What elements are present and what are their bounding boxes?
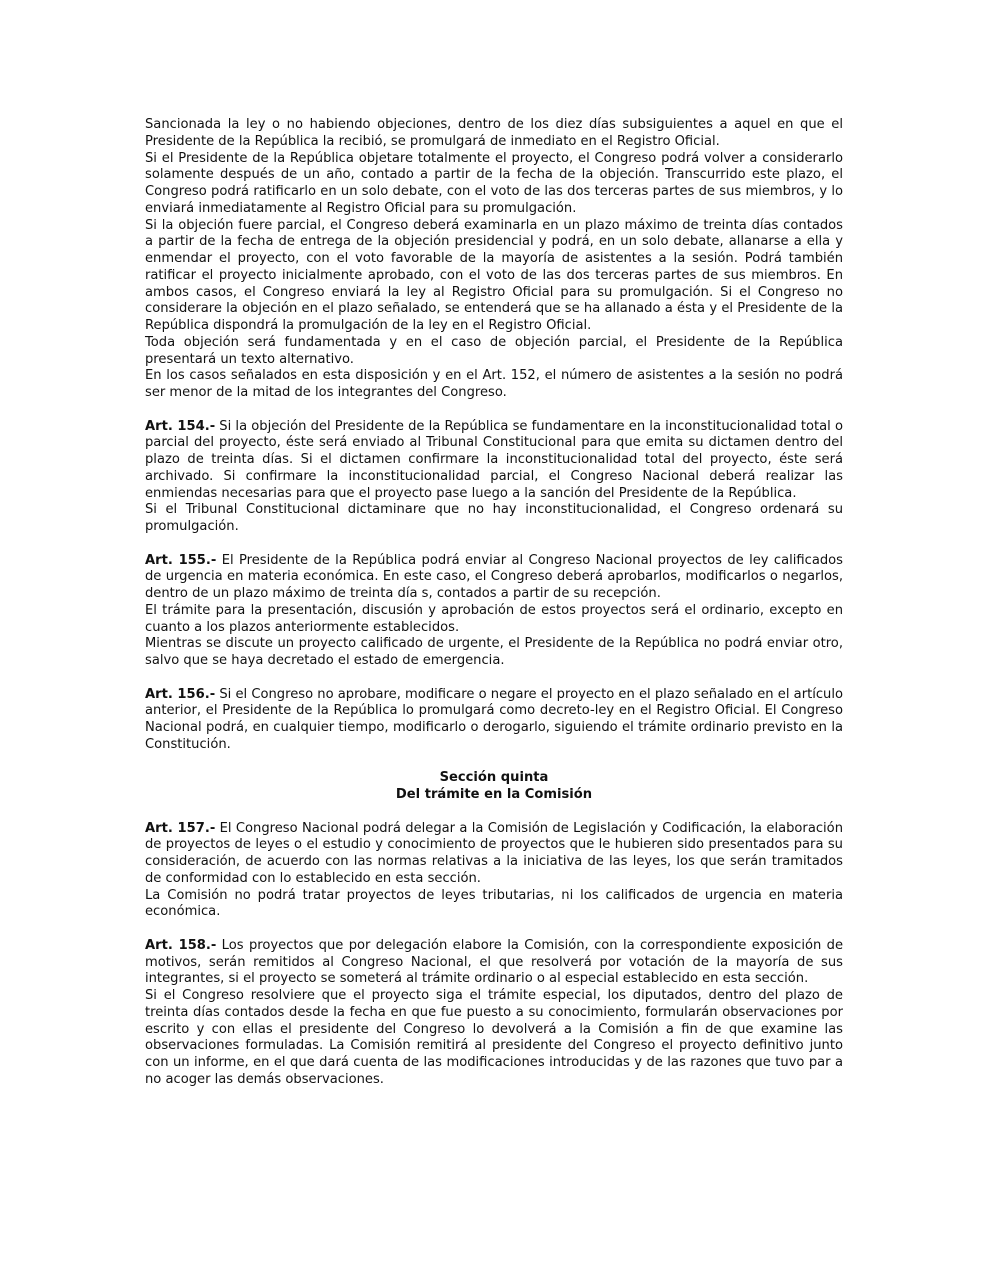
article-158 (145, 938, 843, 1089)
paragraph: Si la objeción fuere parcial, el Congreso deberá examinarla en un plazo máximo de treinta días contados a partir de la fecha de entrega de la objeción presidencial y podrá, en un solo debate, allanarse a ella y enmendar el proyecto, con el voto favorable de la mayoría de asistentes a la sesión. Podrá también ratificar el proyecto inicialmente aprobado, con el voto de las dos terceras partes de sus miembros. En ambos casos, el Congreso enviará la ley al Registro Oficial para su promulgación. Si el Congreso no considerare la objeción en el plazo señalado, se entenderá que se ha allanado a ésta y el Presidente de la República dispondrá la promulgación de la ley en el Registro Oficial. (145, 217, 843, 333)
article-text: Los proyectos que por delegación elabore la Comisión, con la correspondiente exposición de motivos, serán remitidos al Congreso Nacional, el que resolverá por votación de la mayoría de sus integrantes, si el proyecto se someterá al trámite ordinario o al especial establecido en esta sección. (145, 937, 843, 987)
article-label: Art. 154.- (145, 418, 216, 434)
paragraph-gap (145, 804, 843, 821)
paragraph-gap (145, 536, 843, 553)
article-154 (145, 419, 843, 536)
article-text: Si la objeción del Presidente de la República se fundamentare en la inconstitucionalidad total o parcial del proyecto, éste será enviado al Tribunal Constitucional para que emita su dictamen dentro del plazo de treinta días. Si el dictamen confirmare la inconstitucionalidad total del proyecto, éste será archivado. Si confirmare la inconstitucionalidad parcial, el Congreso Nacional deberá realizar las enmiendas necesarias para que el proyecto pase luego a la sanción del Presidente de la República. (145, 418, 843, 501)
article-first-paragraph (145, 687, 843, 754)
article-label: Art. 157.- (145, 820, 216, 836)
intro-block (145, 117, 843, 402)
document-page (145, 117, 843, 1089)
article-text: El Congreso Nacional podrá delegar a la Comisión de Legislación y Codificación, la elaboración de proyectos de leyes o el estudio y conocimiento de proyectos que le hubieren sido presentados para su consideración, de acuerdo con las normas relativas a la iniciativa de las leyes, los que serán tramitados de conformidad con lo establecido en esta sección. (145, 820, 843, 886)
section-title: Sección quinta (439, 770, 549, 786)
section-heading (145, 770, 843, 804)
paragraph-gap (145, 921, 843, 938)
article-156 (145, 687, 843, 754)
paragraph: En los casos señalados en esta disposición y en el Art. 152, el número de asistentes a la sesión no podrá ser menor de la mitad de los integrantes del Congreso. (145, 368, 843, 400)
article-155 (145, 553, 843, 670)
paragraph: Si el Congreso resolviere que el proyecto siga el trámite especial, los diputados, dentro del plazo de treinta días contados desde la fecha en que fue puesto a su conocimiento, formularán observaciones por escrito y con ellas el presidente del Congreso lo devolverá a la Comisión a fin de que examine las observaciones formuladas. La Comisión remitirá al presidente del Congreso el proyecto definitivo junto con un informe, en el que dará cuenta de las modificaciones introducidas y de las razones que tuvo par a no acoger las demás observaciones. (145, 988, 843, 1087)
article-first-paragraph (145, 938, 843, 988)
paragraph-gap (145, 754, 843, 771)
section-subtitle: Del trámite en la Comisión (395, 787, 593, 802)
paragraph: Si el Presidente de la República objetare totalmente el proyecto, el Congreso podrá volver a considerarlo solamente después de un año, contado a partir de la fecha de la objeción. Transcurrido este plazo, el Congreso podrá ratificarlo en un solo debate, con el voto de las dos terceras partes de sus miembros, y lo enviará inmediatamente al Registro Oficial para su promulgación. (145, 150, 843, 216)
paragraph: Toda objeción será fundamentada y en el caso de objeción parcial, el Presidente de la República presentará un texto alternativo. (145, 334, 843, 367)
paragraph-gap (145, 402, 843, 419)
article-text: Si el Congreso no aprobare, modificare o negare el proyecto en el plazo señalado en el artículo anterior, el Presidente de la República lo promulgará como decreto-ley en el Registro Oficial. El Congreso Nacional podrá, en cualquier tiempo, modificarlo o derogarlo, siguiendo el trámite ordinario previsto en la Constitución. (145, 686, 843, 752)
paragraph-gap (145, 670, 843, 687)
paragraph: El trámite para la presentación, discusión y aprobación de estos proyectos será el ordinario, excepto en cuanto a los plazos anteriormente establecidos. (145, 602, 843, 635)
paragraph: Si el Tribunal Constitucional dictaminare que no hay inconstitucionalidad, el Congreso ordenará su promulgación. (145, 502, 843, 534)
article-label: Art. 156.- (145, 686, 216, 702)
paragraph: La Comisión no podrá tratar proyectos de leyes tributarias, ni los calificados de urgencia en materia económica. (145, 887, 843, 920)
article-157 (145, 821, 843, 922)
article-label: Art. 158.- (145, 937, 217, 953)
paragraph: Sancionada la ley o no habiendo objeciones, dentro de los diez días subsiguientes a aquel en que el Presidente de la República la recibió, se promulgará de inmediato en el Registro Oficial. (145, 117, 843, 149)
article-label: Art. 155.- (145, 552, 217, 568)
article-first-paragraph (145, 821, 843, 888)
article-first-paragraph (145, 553, 843, 603)
article-first-paragraph (145, 419, 843, 503)
paragraph: Mientras se discute un proyecto calificado de urgente, el Presidente de la República no podrá enviar otro, salvo que se haya decretado el estado de emergencia. (145, 636, 843, 668)
article-text: El Presidente de la República podrá enviar al Congreso Nacional proyectos de ley calificados de urgencia en materia económica. En este caso, el Congreso deberá aprobarlos, modificarlos o negarlos, dentro de un plazo máximo de treinta día s, contados a partir de su recepción. (145, 552, 843, 601)
